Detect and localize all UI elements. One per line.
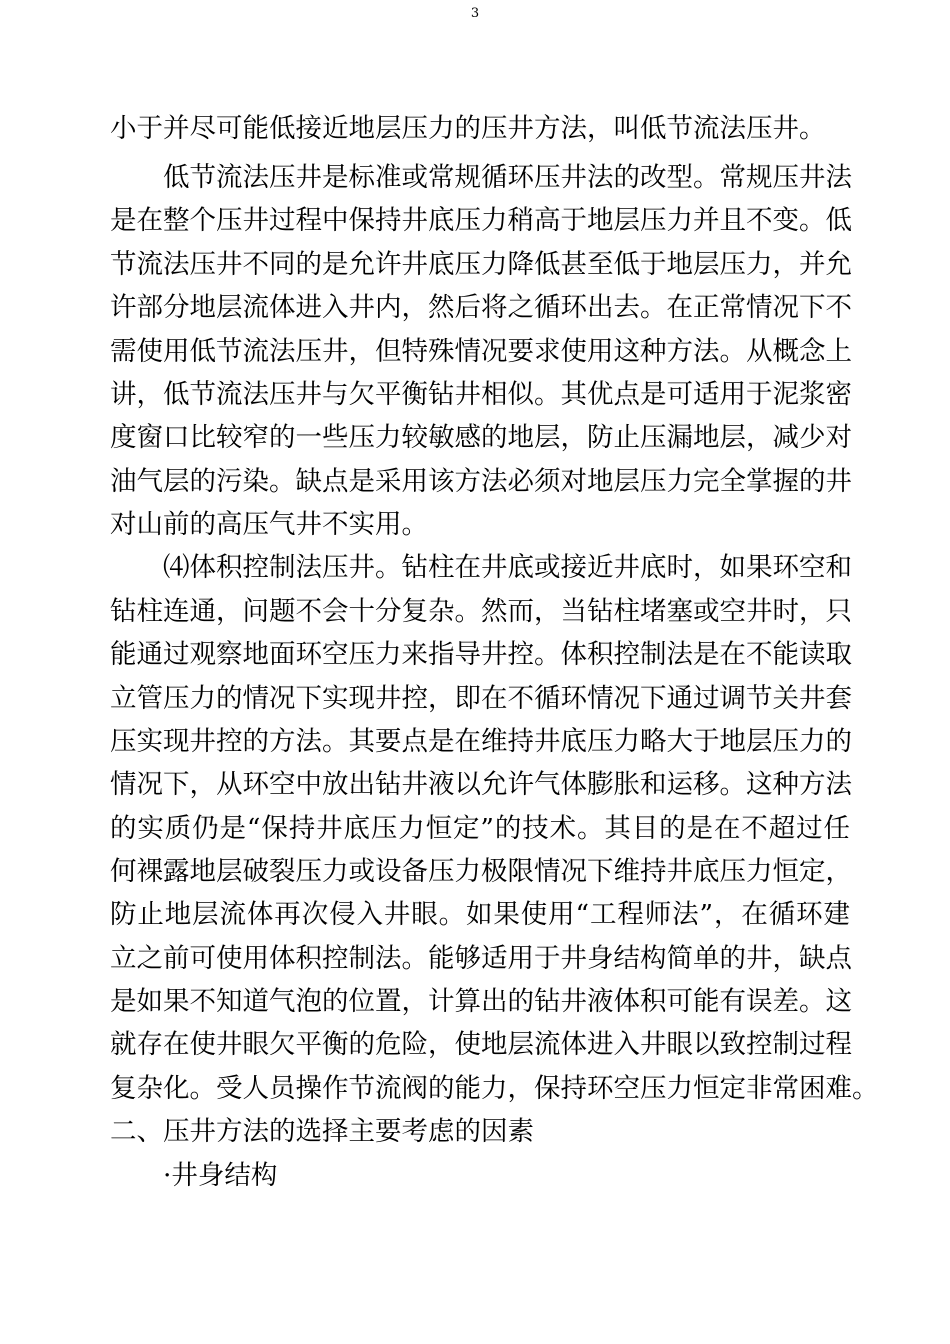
text-line: 的实质仍是“保持井底压力恒定”的技术。其目的是在不超过任: [110, 813, 850, 844]
text-line: 小于并尽可能低接近地层压力的压井方法，叫低节流法压井。: [110, 113, 826, 144]
section-heading: 二、压井方法的选择主要考虑的因素: [110, 1116, 534, 1147]
text-line: 是在整个压井过程中保持井底压力稍高于地层压力并且不变。低: [110, 205, 852, 236]
text-line: 度窗口比较窄的一些压力较敏感的地层，防止压漏地层，减少对: [110, 422, 852, 453]
text-line: 立管压力的情况下实现井控，即在不循环情况下通过调节关井套: [110, 683, 852, 714]
page-number: 3: [470, 6, 480, 21]
text-line: 能通过观察地面环空压力来指导井控。体积控制法是在不能读取: [110, 639, 852, 670]
text-line: 就存在使井眼欠平衡的危险，使地层流体进入井眼以致控制过程: [110, 1029, 852, 1060]
text-line: 钻柱连通，问题不会十分复杂。然而，当钻柱堵塞或空井时，只: [110, 596, 852, 627]
text-line: 防止地层流体再次侵入井眼。如果使用“工程师法”，在循环建: [110, 899, 850, 930]
text-line: 节流法压井不同的是允许井底压力降低甚至低于地层压力，并允: [110, 249, 852, 280]
text-line: 立之前可使用体积控制法。能够适用于井身结构简单的井，缺点: [110, 943, 852, 974]
bullet-item: ·井身结构: [163, 1160, 278, 1191]
text-line: 对山前的高压气井不实用。: [110, 509, 428, 540]
text-line: 何裸露地层破裂压力或设备压力极限情况下维持井底压力恒定，: [110, 856, 852, 887]
text-line: 油气层的污染。缺点是采用该方法必须对地层压力完全掌握的井: [110, 466, 852, 497]
text-line: 情况下，从环空中放出钻井液以允许气体膨胀和运移。这种方法: [110, 769, 852, 800]
text-line: 压实现井控的方法。其要点是在维持井底压力略大于地层压力的: [110, 726, 852, 757]
text-line: 许部分地层流体进入井内，然后将之循环出去。在正常情况下不: [110, 292, 852, 323]
text-line: 讲，低节流法压井与欠平衡钻井相似。其优点是可适用于泥浆密: [110, 379, 852, 410]
paragraph-start-line: 低节流法压井是标准或常规循环压井法的改型。常规压井法: [163, 162, 852, 193]
text-line: 复杂化。受人员操作节流阀的能力，保持环空压力恒定非常困难。: [110, 1073, 879, 1104]
paragraph-start-line: ⑷体积控制法压井。钻柱在井底或接近井底时，如果环空和: [163, 552, 852, 583]
text-line: 是如果不知道气泡的位置，计算出的钻井液体积可能有误差。这: [110, 986, 852, 1017]
text-line: 需使用低节流法压井，但特殊情况要求使用这种方法。从概念上: [110, 336, 852, 367]
